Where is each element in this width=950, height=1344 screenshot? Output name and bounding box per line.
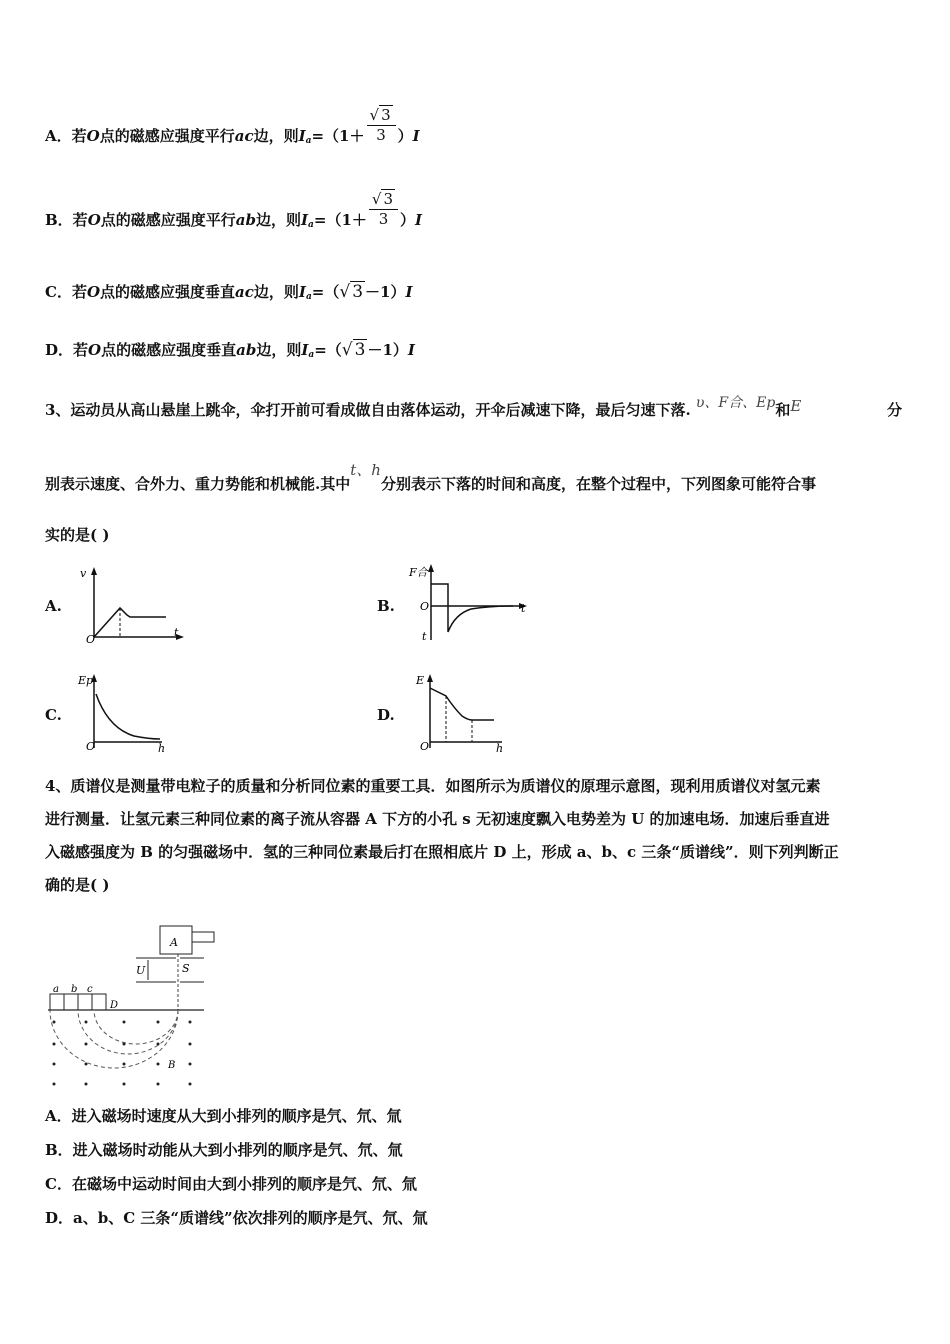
y-label: Ep <box>78 674 94 687</box>
q2-option-c <box>45 282 413 307</box>
radicand: 3 <box>383 189 394 208</box>
graph-b <box>405 562 535 644</box>
x-label: h <box>496 742 504 754</box>
opt-text: 点的磁感应强度平行 <box>100 211 236 229</box>
q3-text: 3、运动员从高山悬崖上跳伞，伞打开前可看成做自由落体运动，开伞后减速下降，最后匀速下落. <box>45 401 691 419</box>
film-cell <box>64 994 78 1010</box>
container-pipe <box>192 932 214 942</box>
opt-text: 点的磁感应强度垂直 <box>101 341 237 359</box>
numerator: √ 3 <box>367 106 396 126</box>
current-symbol: I <box>301 211 309 229</box>
mechanical-energy-curve <box>430 688 494 720</box>
label-c-line: c <box>87 984 93 995</box>
label-a-container: A <box>170 936 178 949</box>
x-label: h <box>158 742 166 754</box>
q4-stem <box>45 770 905 902</box>
radicand: 3 <box>381 105 391 124</box>
subscript: a <box>305 136 312 146</box>
q4-option-c[interactable]: C．在磁场中运动时间由大到小排列的顺序是氕、氘、氚 <box>45 1175 417 1193</box>
q3-text: 实的是( ) <box>45 526 110 544</box>
opt-label: C．若 <box>45 283 87 301</box>
q3-text: 别表示速度、合外力、重力势能和机械能.其中 <box>45 475 351 493</box>
opt-text: 边，则 <box>253 283 299 301</box>
close: －1） <box>367 341 408 359</box>
label-b-field: B <box>168 1060 176 1071</box>
y-arrow <box>428 564 434 572</box>
film-cell <box>78 994 92 1010</box>
label-u: U <box>136 964 146 977</box>
point-o: O <box>88 341 102 359</box>
equation: =（1＋ <box>313 211 367 229</box>
edge: ab <box>235 211 256 229</box>
q3-option-c-label[interactable]: C. <box>45 706 62 724</box>
fraction <box>369 190 398 229</box>
denominator: 3 <box>378 209 389 228</box>
edge: ac <box>234 127 254 145</box>
label-d: D <box>110 1000 119 1011</box>
q4-option-d[interactable]: D．a、b、C 三条“质谱线”依次排列的顺序是氕、氘、氚 <box>45 1209 428 1227</box>
q4-line: 4、质谱仪是测量带电粒子的质量和分析同位素的重要工具．如图所示为质谱仪的原理示意图，现利用质谱仪对氢元素 <box>45 777 821 795</box>
q3-text: 分别表示下落的时间和高度，在整个过程中，下列图象可能符合事 <box>380 475 816 493</box>
q4-line: 入磁感强度为 B 的匀强磁场中．氢的三种同位素最后打在照相底片 D 上，形成 a、b、c 三条“质谱线”．则下列判断正 <box>45 843 839 861</box>
mass-spectrometer-figure <box>44 920 224 1092</box>
origin-label: O <box>86 740 96 753</box>
q3-option-a-label[interactable]: A. <box>45 597 62 615</box>
q3-option-d-label[interactable]: D. <box>377 706 395 724</box>
opt-text: 边，则 <box>256 341 302 359</box>
q4-line: 确的是( ) <box>45 876 110 894</box>
y-label: v <box>80 567 87 580</box>
q4-option-b[interactable]: B．进入磁场时动能从大到小排列的顺序是氕、氘、氚 <box>45 1141 403 1159</box>
close: －1） <box>365 283 406 301</box>
extra-label: t <box>422 630 427 643</box>
subscript: a <box>308 350 315 360</box>
opt-label: B．若 <box>45 211 88 229</box>
tail: I <box>415 211 423 229</box>
edge: ac <box>235 283 254 301</box>
subscript: a <box>308 220 314 230</box>
y-label: F合 <box>409 566 428 579</box>
q4-line: 进行测量．让氢元素三种同位素的离子流从容器 A 下方的小孔 s 无初速度飘入电势差为 U 的加速电场．加速后垂直进 <box>45 810 830 828</box>
tail: I <box>405 283 413 301</box>
force-curve <box>448 606 513 632</box>
q3-line-3 <box>45 525 109 545</box>
velocity-curve <box>94 608 166 637</box>
denominator: 3 <box>376 125 386 144</box>
sqrt: √ 3 <box>341 340 366 360</box>
equation: =（ <box>311 283 340 301</box>
tail: I <box>407 341 415 359</box>
graph-d <box>410 672 510 754</box>
q3-line-1 <box>45 395 905 421</box>
label-b-line: b <box>71 984 78 995</box>
magnetic-field-dots <box>53 1021 192 1086</box>
opt-text: 边，则 <box>253 127 299 145</box>
tail: I <box>412 127 420 145</box>
x-label: t <box>174 626 179 639</box>
opt-label: D．若 <box>45 341 89 359</box>
opt-text: 点的磁感应强度平行 <box>99 127 235 145</box>
point-o: O <box>86 283 101 301</box>
sqrt: √ 3 <box>339 282 364 302</box>
close: ） <box>400 211 416 229</box>
trajectory-b <box>78 1010 178 1054</box>
y-arrow <box>91 567 97 575</box>
point-o: O <box>87 211 101 229</box>
symbol-e: E <box>790 397 802 415</box>
symbols: t、h <box>350 461 381 479</box>
q3-line-2 <box>45 461 816 494</box>
x-label: t <box>521 602 526 615</box>
close: ） <box>397 127 413 145</box>
film-cell <box>50 994 64 1010</box>
origin-label: O <box>420 740 430 753</box>
current-symbol: I <box>298 283 306 301</box>
trajectory-c <box>94 1010 178 1044</box>
graph-c <box>74 672 174 754</box>
film-cell <box>92 994 106 1010</box>
equation: =（1＋ <box>311 127 365 145</box>
current-symbol: I <box>301 341 309 359</box>
y-arrow <box>427 674 433 682</box>
edge: ab <box>236 341 257 359</box>
fraction <box>367 106 396 145</box>
q3-text: 分 <box>887 401 903 419</box>
potential-energy-curve <box>96 694 160 739</box>
y-label: E <box>416 674 425 687</box>
q2-option-d <box>45 340 415 365</box>
force-step <box>431 584 448 606</box>
q2-option-a <box>45 105 420 151</box>
opt-text: 边，则 <box>256 211 302 229</box>
equation: =（ <box>314 341 342 359</box>
label-s: S <box>182 962 190 975</box>
q2-option-b <box>45 189 423 235</box>
origin-label: O <box>86 633 96 643</box>
radicand: 3 <box>352 282 364 302</box>
current-symbol: I <box>298 127 306 145</box>
graph-a <box>74 565 189 643</box>
origin-label: O <box>420 600 430 613</box>
opt-text: 点的磁感应强度垂直 <box>100 283 236 301</box>
numerator: √ 3 <box>369 190 398 210</box>
q3-option-b-label[interactable]: B. <box>377 597 395 615</box>
subscript: a <box>305 292 312 302</box>
point-o: O <box>86 127 100 145</box>
radicand: 3 <box>354 340 366 360</box>
label-a-line: a <box>53 984 59 995</box>
q4-option-a[interactable]: A．进入磁场时速度从大到小排列的顺序是氕、氘、氚 <box>45 1107 402 1125</box>
and: 和 <box>775 401 791 419</box>
symbols: υ、F合、Ep <box>695 395 776 411</box>
opt-label: A．若 <box>45 127 87 145</box>
